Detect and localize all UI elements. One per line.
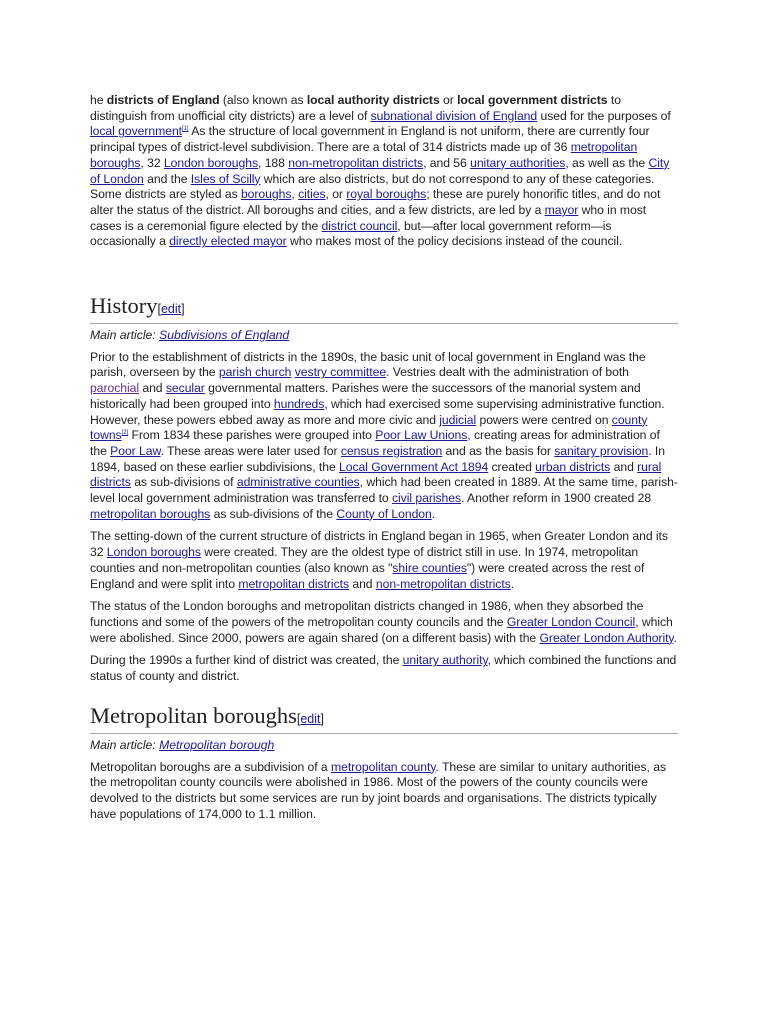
article-content	[90, 84, 678, 822]
link-sanitary-provision[interactable]: sanitary provision	[554, 443, 649, 458]
link-parochial[interactable]: parochial	[90, 381, 140, 396]
link-cities[interactable]: cities	[298, 187, 326, 202]
link-poor-law[interactable]: Poor Law	[110, 443, 161, 458]
link-subdivisions-of-england[interactable]: Subdivisions of England	[159, 328, 290, 343]
link-greater-london-council[interactable]: Greater London Council	[506, 614, 636, 629]
link-vestry-committee[interactable]: vestry committee	[294, 365, 387, 380]
edit-link[interactable]: edit	[300, 711, 321, 726]
link-royal-boroughs[interactable]: royal boroughs	[346, 187, 427, 202]
link-census-registration[interactable]: census registration	[340, 443, 443, 458]
edit-link[interactable]: edit	[160, 302, 182, 317]
citation-link[interactable]: [1]	[182, 126, 189, 133]
link-administrative-counties[interactable]: administrative counties	[236, 475, 360, 490]
link-shire-counties[interactable]: shire counties	[392, 560, 467, 575]
link-metropolitan-boroughs[interactable]: metropolitan boroughs	[90, 140, 638, 170]
history-paragraph-2: The setting-down of the current structure of districts in England began in 1965, when Greater London and its 32 London boroughs were created. They are the oldest type of district still in use. In 1974, metropolitan counties and non-metropolitan counties (also known as "shire counties") were created across the rest of England and were split into metropolitan districts and non-metropolitan districts.	[90, 529, 668, 591]
link-directly-elected-mayor[interactable]: directly elected mayor	[169, 234, 287, 249]
link-london-boroughs[interactable]: London boroughs	[106, 545, 201, 560]
link-secular[interactable]: secular	[165, 381, 205, 396]
link-poor-law-unions[interactable]: Poor Law Unions	[375, 428, 468, 443]
section-heading-metropolitan-boroughs: Metropolitan boroughs[edit]	[90, 703, 678, 734]
link-metropolitan-districts[interactable]: metropolitan districts	[238, 576, 350, 591]
link-metropolitan-boroughs[interactable]: metropolitan boroughs	[90, 506, 211, 521]
link-isles-of-scilly[interactable]: Isles of Scilly	[190, 171, 261, 186]
main-article-note: Main article: Subdivisions of England	[90, 328, 290, 343]
link-unitary-authorities[interactable]: unitary authorities	[470, 155, 566, 170]
section-heading-history: History[edit]	[90, 293, 678, 324]
bold-term: local authority districts	[306, 93, 440, 107]
link-hundreds[interactable]: hundreds	[273, 396, 325, 411]
link-metropolitan-borough[interactable]: Metropolitan borough	[159, 737, 275, 752]
link-civil-parishes[interactable]: civil parishes	[391, 491, 462, 506]
history-paragraph-1: Prior to the establishment of districts in the 1890s, the basic unit of local government in England was the parish, overseen by the parish church vestry committee. Vestries dealt with the administration of both parochial and secular governmental matters. Parishes were the successors of the manorial system and historically had been grouped into hundreds, which had exercised some supervising administrative function. However, these powers ebbed away as more and more civic and judicial powers were centred on county towns[2] From 1834 these parishes were grouped into Poor Law Unions, creating areas for administration of the Poor Law. These areas were later used for census registration and as the basis for sanitary provision. In 1894, based on these earlier subdivisions, the Local Government Act 1894 created urban districts and rural districts as sub-divisions of administrative counties, which had been created in 1889. At the same time, parish-level local government administration was transferred to civil parishes. Another reform in 1900 created 28 metropolitan boroughs as sub-divisions of the County of London.	[90, 349, 678, 521]
citation-link[interactable]: [2]	[121, 430, 129, 437]
metropolitan-paragraph-1: Metropolitan boroughs are a subdivision of a metropolitan county. These are similar to unitary authorities, as the metropolitan county councils were abolished in 1986. Most of the powers of the county councils were devolved to the districts but some services are run by joint boards and organisations. The districts typically have populations of 174,000 to 1.1 million.	[90, 759, 666, 821]
link-rural-districts[interactable]: rural districts	[90, 459, 662, 490]
link-local-government-act-1894[interactable]: Local Government Act 1894	[339, 459, 489, 474]
link-non-metropolitan-districts[interactable]: non-metropolitan districts	[375, 576, 511, 591]
link-subnational-division[interactable]: subnational division of England	[370, 108, 538, 123]
link-london-boroughs[interactable]: London boroughs	[163, 155, 259, 170]
link-county-of-london[interactable]: County of London	[336, 506, 432, 521]
link-urban-districts[interactable]: urban districts	[535, 459, 611, 474]
link-local-government[interactable]: local government	[90, 124, 183, 139]
link-boroughs[interactable]: boroughs	[240, 187, 292, 202]
link-parish-church[interactable]: parish church	[218, 365, 292, 380]
history-paragraph-4: During the 1990s a further kind of district was created, the unitary authority, which combined the functions and status of county and district.	[90, 653, 677, 684]
link-district-council[interactable]: district council	[321, 218, 398, 233]
link-judicial[interactable]: judicial	[439, 412, 477, 427]
link-greater-london-authority[interactable]: Greater London Authority	[539, 630, 674, 645]
link-city-of-london[interactable]: City of London	[90, 155, 670, 186]
bold-term: local government districts	[457, 93, 608, 107]
link-mayor[interactable]: mayor	[544, 202, 579, 217]
intro-paragraph: he districts of England (also known as local authority districts or local government districts to distinguish from unofficial city districts) are a level of subnational division of England used for the purposes of local government[1] As the structure of local government in England is not uniform, there are currently four principal types of district-level subdivision. There are a total of 314 districts made up of 36 metropolitan boroughs, 32 London boroughs, 188 non-metropolitan districts, and 56 unitary authorities, as well as the City of London and the Isles of Scilly which are also districts, but do not correspond to any of these categories. Some districts are styled as boroughs, cities, or royal boroughs; these are purely honorific titles, and do not alter the status of the district. All boroughs and cities, and a few districts, are led by a mayor who in most cases is a ceremonial figure elected by the district council, but—after local government reform—is occasionally a directly elected mayor who makes most of the policy decisions instead of the council.	[90, 93, 671, 249]
link-unitary-authority[interactable]: unitary authority	[402, 653, 488, 668]
link-metropolitan-county[interactable]: metropolitan county	[330, 759, 436, 774]
link-county-towns[interactable]: county towns	[90, 412, 648, 443]
link-non-metropolitan-districts[interactable]: non-metropolitan districts	[288, 155, 424, 170]
history-paragraph-3: The status of the London boroughs and metropolitan districts changed in 1986, when they absorbed the functions and some of the powers of the metropolitan county councils and the Greater London Council, which were abolished. Since 2000, powers are again shared (on a different basis) with the Greater London Authority.	[90, 599, 677, 645]
bold-term: districts of England	[106, 93, 220, 107]
main-article-note: Main article: Metropolitan borough	[90, 737, 275, 752]
